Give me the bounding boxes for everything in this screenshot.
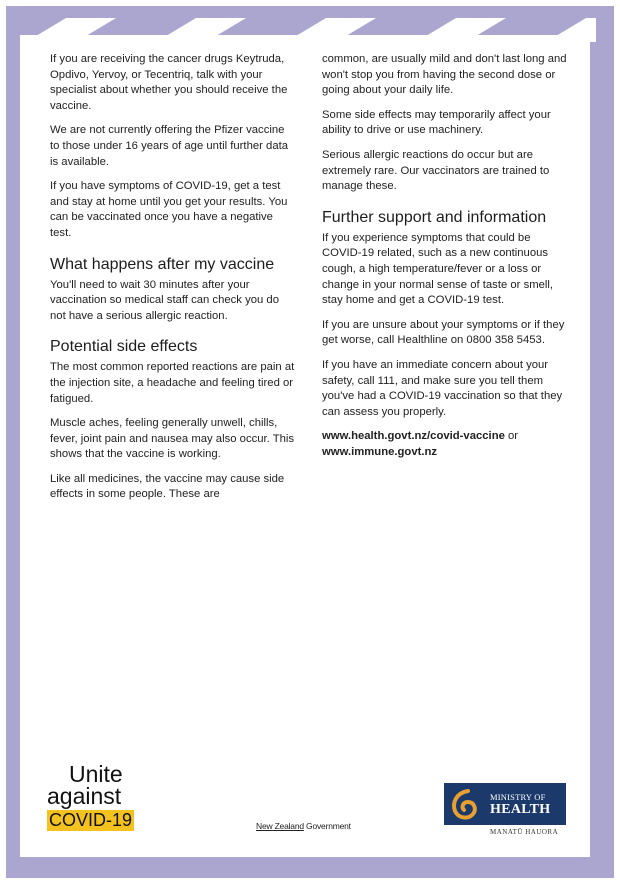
moh-line2: HEALTH [490, 802, 551, 817]
paragraph: If you are receiving the cancer drugs Keytruda, Opdivo, Yervoy, or Tecentriq, talk with your specialist about whether you should receive the vaccine. [50, 53, 288, 112]
heading-further-support: Further support and information [322, 208, 547, 226]
heading-after-vaccine: What happens after my vaccine [50, 255, 275, 273]
paragraph: If you have an immediate concern about your safety, call 111, and make sure you tell them you've had a COVID-19 vaccination so that they can assess you properly. [322, 358, 563, 418]
logo-line-unite: Unite [69, 761, 123, 787]
links-paragraph [322, 429, 567, 460]
logo-line-against: against [47, 783, 122, 809]
moh-maori-name: MANATŪ HAUORA [490, 828, 559, 836]
paragraph: common, are usually mild and don't last long and won't stop you from having the second dose or going about your daily life. [322, 53, 567, 97]
unite-against-covid-logo [47, 763, 157, 831]
koru-icon [446, 785, 484, 823]
paragraph: If you experience symptoms that could be COVID-19 related, such as a new continuous cough, a high temperature/fever or a loss or change in your normal sense of taste or smell, stay home and get a COVID-19 test. [322, 231, 554, 307]
logo-line-covid: COVID-19 [49, 810, 133, 830]
paragraph: Some side effects may temporarily affect your ability to drive or use machinery. [322, 108, 551, 137]
paragraph: Serious allergic reactions do occur but are extremely rare. Our vaccinators are trained to manage these. [322, 148, 550, 193]
paragraph: Like all medicines, the vaccine may cause side effects in some people. These are [50, 472, 285, 501]
paragraph: We are not currently offering the Pfizer vaccine to those under 16 years of age until further data is available. [50, 124, 289, 168]
nz-gov-rest: Government [303, 821, 351, 831]
nz-gov-nz: New Zealand [256, 821, 304, 831]
paragraph: Muscle aches, feeling generally unwell, chills, fever, joint pain and nausea may also occur. This shows that the vaccine is working. [50, 417, 295, 461]
moh-line1: MINISTRY OF [490, 792, 546, 802]
right-column [322, 52, 567, 469]
paragraph: If you are unsure about your symptoms or if they get worse, call Healthline on 0800 358 5453. [322, 318, 565, 347]
paragraph: If you have symptoms of COVID-19, get a test and stay at home until you get your results. You can be vaccinated once you have a negative test. [50, 180, 288, 239]
paragraph: You'll need to wait 30 minutes after your vaccination so medical staff can check you do not have a serious allergic reaction. [50, 278, 279, 322]
link-separator: or [504, 430, 519, 443]
immune-link[interactable]: www.immune.govt.nz [322, 445, 438, 458]
health-link[interactable]: www.health.govt.nz/covid-vaccine [322, 430, 505, 443]
ministry-of-health-logo [444, 783, 566, 825]
heading-side-effects: Potential side effects [50, 338, 198, 356]
paragraph: The most common reported reactions are pain at the injection site, a headache and feeling tired or fatigued. [50, 361, 295, 405]
nz-government-logo [256, 821, 351, 831]
left-column [50, 52, 295, 512]
